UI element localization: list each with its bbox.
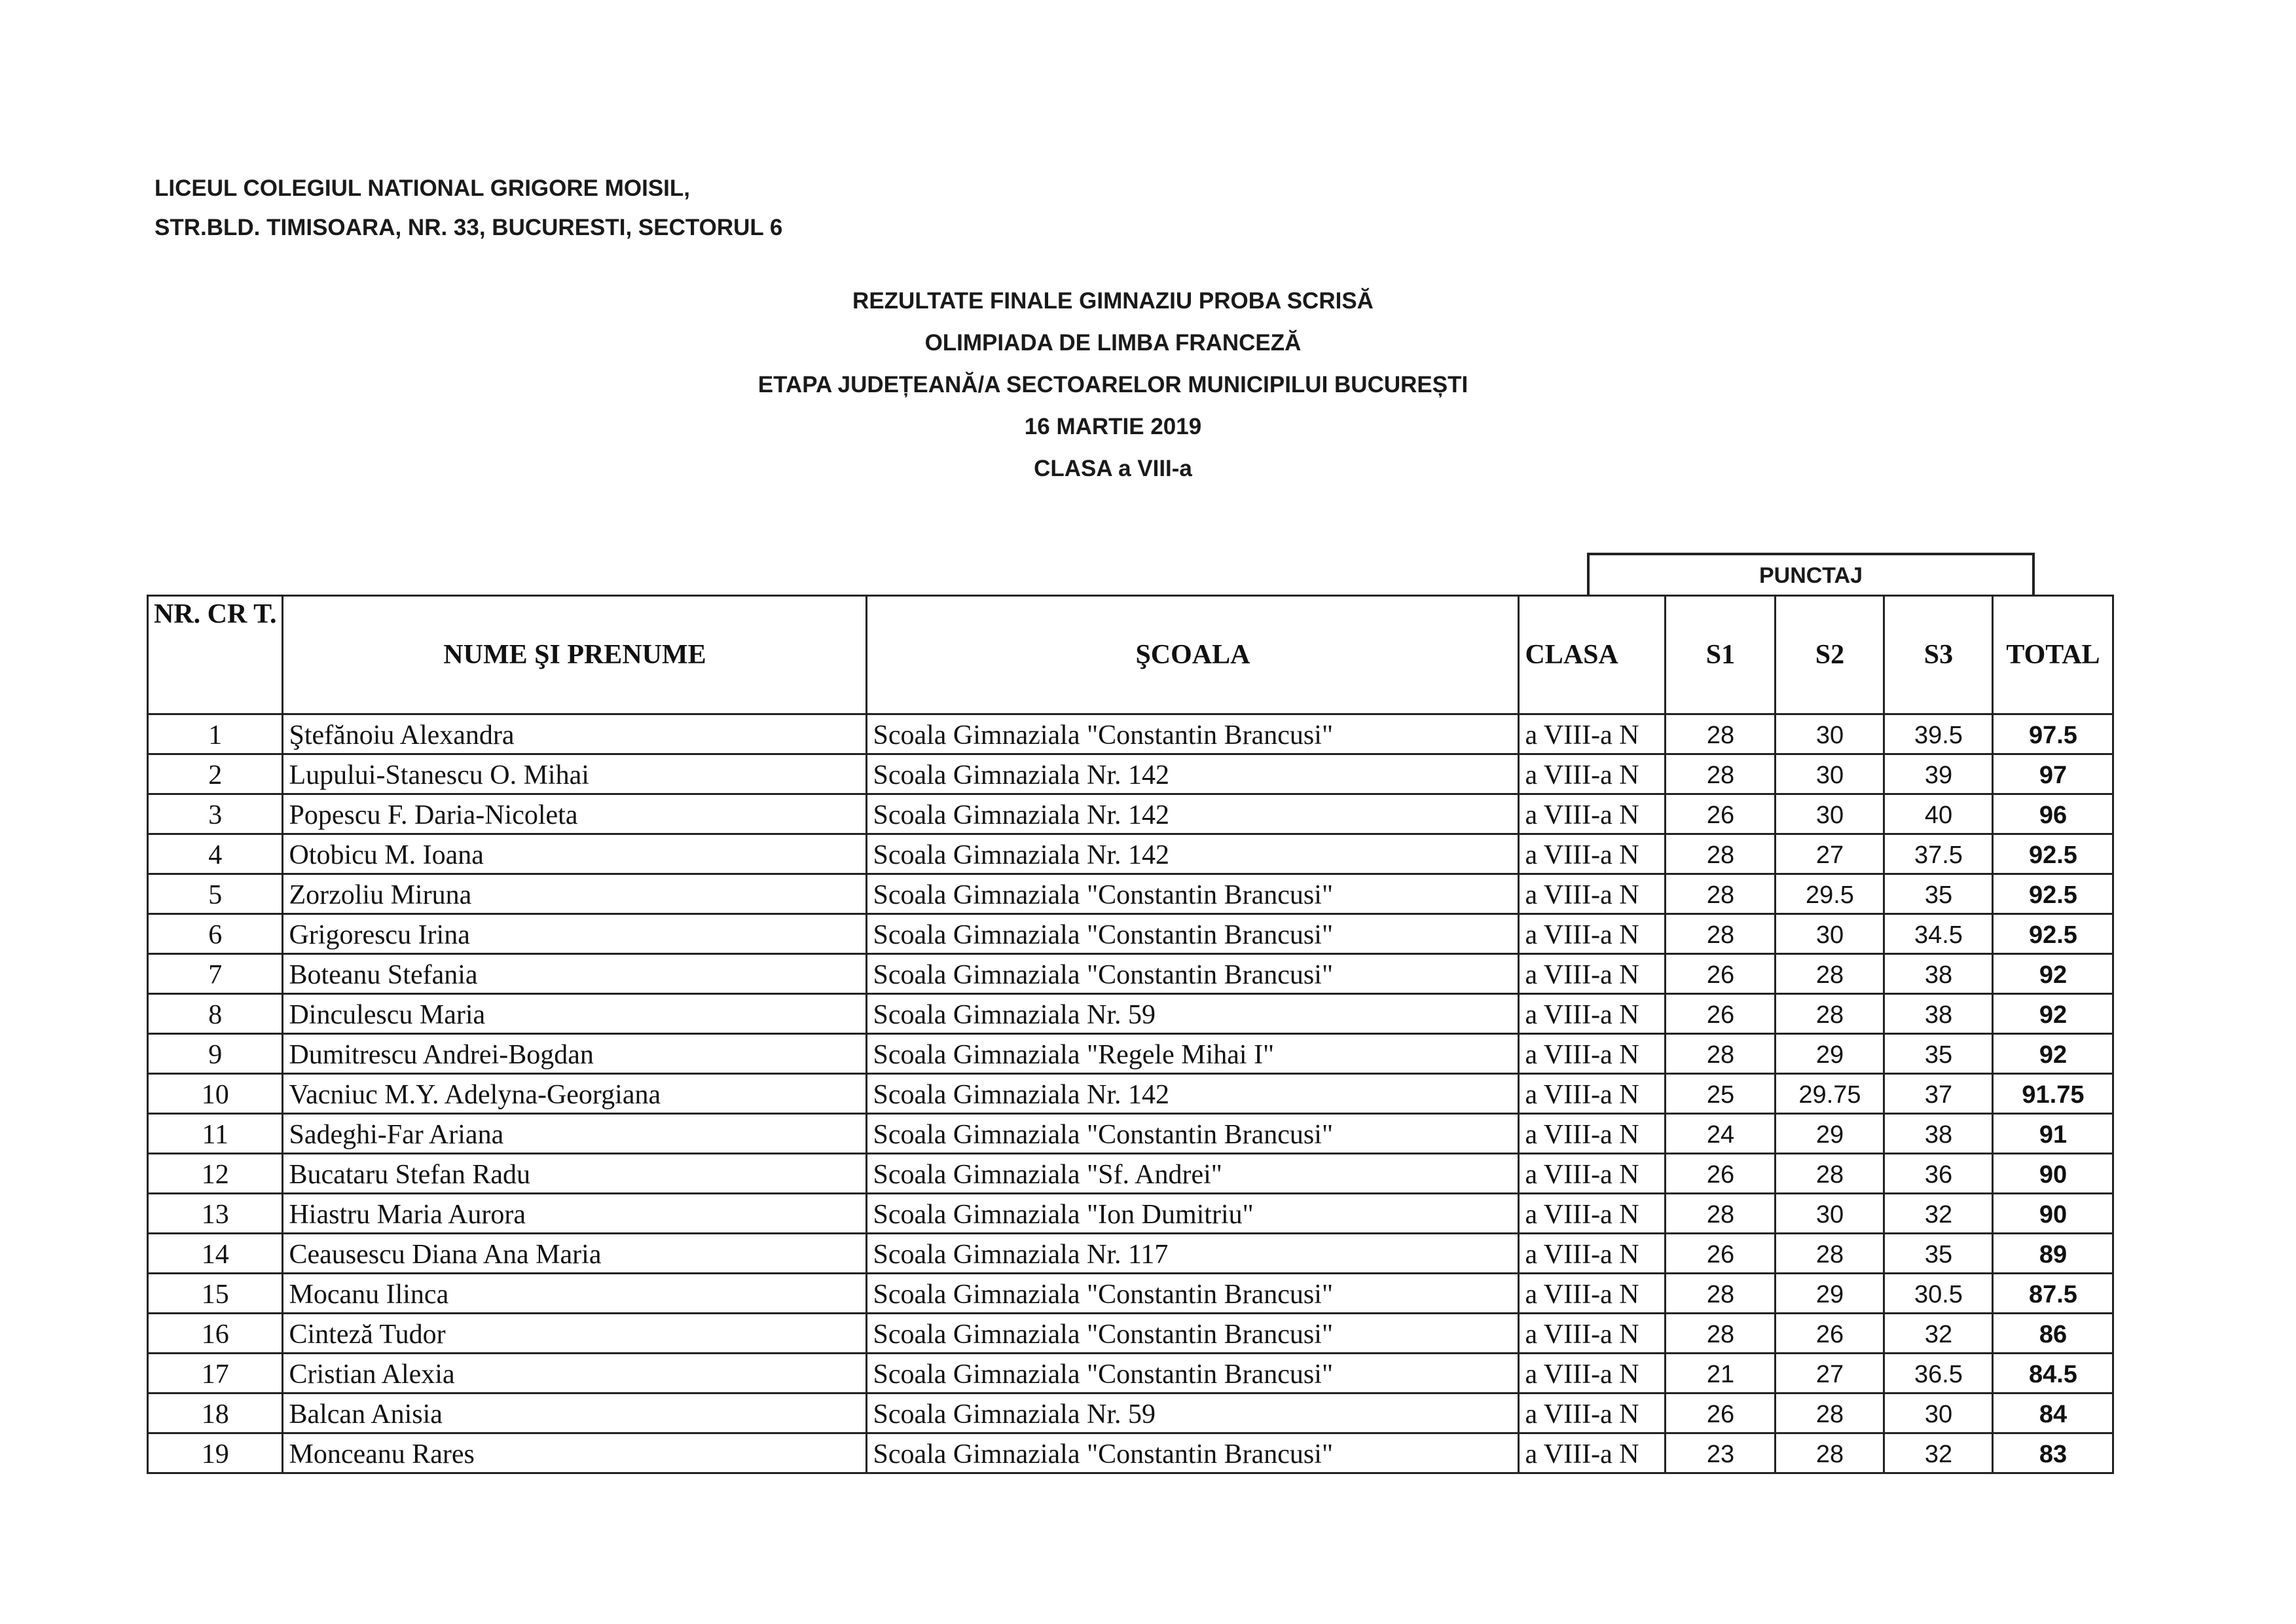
cell-nume: Boteanu Stefania	[283, 954, 867, 994]
cell-s3: 37	[1884, 1074, 1993, 1114]
cell-s2: 28	[1776, 1154, 1884, 1194]
cell-s1: 28	[1666, 714, 1776, 754]
cell-nr: 10	[148, 1074, 283, 1114]
cell-clasa: a VIII-a N	[1519, 1154, 1666, 1194]
cell-nr: 13	[148, 1194, 283, 1234]
cell-s3: 35	[1884, 1234, 1993, 1274]
cell-scoala: Scoala Gimnaziala "Constantin Brancusi"	[867, 714, 1519, 754]
table-row	[148, 874, 2113, 914]
cell-clasa: a VIII-a N	[1519, 1274, 1666, 1314]
cell-s1: 26	[1666, 1393, 1776, 1433]
cell-s2: 28	[1776, 1433, 1884, 1473]
col-header-scoala: ŞCOALA	[867, 596, 1519, 714]
cell-scoala: Scoala Gimnaziala "Constantin Brancusi"	[867, 874, 1519, 914]
cell-s2: 30	[1776, 754, 1884, 794]
cell-scoala: Scoala Gimnaziala "Ion Dumitriu"	[867, 1194, 1519, 1234]
cell-s2: 27	[1776, 1354, 1884, 1393]
cell-s2: 29.5	[1776, 874, 1884, 914]
cell-nr: 5	[148, 874, 283, 914]
title-line-2: OLIMPIADA DE LIMBA FRANCEZĂ	[924, 330, 1302, 356]
table-row	[148, 914, 2113, 954]
cell-nume: Ştefănoiu Alexandra	[283, 714, 867, 754]
cell-total: 92.5	[1993, 914, 2113, 954]
title-line-4: 16 MARTIE 2019	[1024, 414, 1202, 439]
cell-nume: Dinculescu Maria	[283, 994, 867, 1034]
cell-total: 83	[1993, 1433, 2113, 1473]
table-row	[148, 1234, 2113, 1274]
cell-total: 92	[1993, 954, 2113, 994]
cell-s1: 28	[1666, 1194, 1776, 1234]
col-header-nume: NUME ŞI PRENUME	[283, 596, 867, 714]
cell-clasa: a VIII-a N	[1519, 754, 1666, 794]
cell-total: 84.5	[1993, 1354, 2113, 1393]
cell-nume: Monceanu Rares	[283, 1433, 867, 1473]
cell-s2: 29	[1776, 1274, 1884, 1314]
cell-nr: 16	[148, 1314, 283, 1354]
table-row	[148, 714, 2113, 754]
cell-clasa: a VIII-a N	[1519, 1114, 1666, 1154]
cell-total: 90	[1993, 1194, 2113, 1234]
cell-nr: 6	[148, 914, 283, 954]
cell-s3: 35	[1884, 1034, 1993, 1074]
cell-s1: 28	[1666, 1034, 1776, 1074]
cell-s3: 38	[1884, 994, 1993, 1034]
cell-s1: 28	[1666, 1274, 1776, 1314]
cell-scoala: Scoala Gimnaziala "Constantin Brancusi"	[867, 1354, 1519, 1393]
cell-s1: 28	[1666, 874, 1776, 914]
results-table	[147, 595, 2114, 1474]
cell-s3: 39.5	[1884, 714, 1993, 754]
cell-nume: Cristian Alexia	[283, 1354, 867, 1393]
cell-total: 92.5	[1993, 834, 2113, 874]
table-row	[148, 994, 2113, 1034]
cell-total: 92	[1993, 994, 2113, 1034]
cell-clasa: a VIII-a N	[1519, 954, 1666, 994]
cell-total: 87.5	[1993, 1274, 2113, 1314]
col-header-clasa: CLASA	[1519, 596, 1666, 714]
cell-scoala: Scoala Gimnaziala "Constantin Brancusi"	[867, 1274, 1519, 1314]
cell-total: 97.5	[1993, 714, 2113, 754]
cell-s1: 28	[1666, 1314, 1776, 1354]
cell-scoala: Scoala Gimnaziala Nr. 142	[867, 754, 1519, 794]
cell-nume: Hiastru Maria Aurora	[283, 1194, 867, 1234]
institution-address: STR.BLD. TIMISOARA, NR. 33, BUCURESTI, SECTORUL 6	[155, 215, 783, 240]
cell-nr: 8	[148, 994, 283, 1034]
cell-clasa: a VIII-a N	[1519, 1074, 1666, 1114]
cell-s1: 26	[1666, 1234, 1776, 1274]
cell-nr: 12	[148, 1154, 283, 1194]
cell-s1: 26	[1666, 1154, 1776, 1194]
cell-scoala: Scoala Gimnaziala "Constantin Brancusi"	[867, 1314, 1519, 1354]
cell-nr: 4	[148, 834, 283, 874]
cell-s1: 28	[1666, 914, 1776, 954]
cell-scoala: Scoala Gimnaziala "Constantin Brancusi"	[867, 914, 1519, 954]
cell-s1: 26	[1666, 954, 1776, 994]
cell-nr: 11	[148, 1114, 283, 1154]
cell-nume: Zorzoliu Miruna	[283, 874, 867, 914]
cell-clasa: a VIII-a N	[1519, 834, 1666, 874]
table-row	[148, 1114, 2113, 1154]
table-row	[148, 1034, 2113, 1074]
cell-scoala: Scoala Gimnaziala Nr. 59	[867, 1393, 1519, 1433]
cell-scoala: Scoala Gimnaziala Nr. 142	[867, 794, 1519, 834]
cell-clasa: a VIII-a N	[1519, 1194, 1666, 1234]
cell-clasa: a VIII-a N	[1519, 1433, 1666, 1473]
cell-s2: 30	[1776, 1194, 1884, 1234]
cell-s3: 30	[1884, 1393, 1993, 1433]
cell-s2: 30	[1776, 794, 1884, 834]
cell-total: 91.75	[1993, 1074, 2113, 1114]
cell-nr: 3	[148, 794, 283, 834]
col-header-s3: S3	[1884, 596, 1993, 714]
cell-s1: 21	[1666, 1354, 1776, 1393]
cell-s1: 23	[1666, 1433, 1776, 1473]
cell-nume: Lupului-Stanescu O. Mihai	[283, 754, 867, 794]
cell-nume: Ceausescu Diana Ana Maria	[283, 1234, 867, 1274]
col-header-nr: NR. CR T.	[148, 596, 283, 714]
table-row	[148, 1393, 2113, 1433]
cell-nr: 2	[148, 754, 283, 794]
cell-clasa: a VIII-a N	[1519, 794, 1666, 834]
cell-scoala: Scoala Gimnaziala Nr. 59	[867, 994, 1519, 1034]
cell-s3: 32	[1884, 1314, 1993, 1354]
cell-s2: 28	[1776, 954, 1884, 994]
table-row	[148, 1074, 2113, 1114]
cell-clasa: a VIII-a N	[1519, 714, 1666, 754]
cell-nume: Balcan Anisia	[283, 1393, 867, 1433]
cell-scoala: Scoala Gimnaziala "Sf. Andrei"	[867, 1154, 1519, 1194]
cell-s2: 28	[1776, 994, 1884, 1034]
cell-total: 86	[1993, 1314, 2113, 1354]
table-row	[148, 754, 2113, 794]
cell-clasa: a VIII-a N	[1519, 994, 1666, 1034]
cell-clasa: a VIII-a N	[1519, 874, 1666, 914]
cell-scoala: Scoala Gimnaziala "Regele Mihai I"	[867, 1034, 1519, 1074]
table-row	[148, 794, 2113, 834]
cell-s1: 25	[1666, 1074, 1776, 1114]
cell-clasa: a VIII-a N	[1519, 914, 1666, 954]
cell-clasa: a VIII-a N	[1519, 1034, 1666, 1074]
cell-total: 91	[1993, 1114, 2113, 1154]
cell-s1: 26	[1666, 994, 1776, 1034]
cell-nume: Cinteză Tudor	[283, 1314, 867, 1354]
cell-nr: 14	[148, 1234, 283, 1274]
cell-s3: 32	[1884, 1433, 1993, 1473]
table-row	[148, 1194, 2113, 1234]
cell-total: 92	[1993, 1034, 2113, 1074]
cell-s3: 40	[1884, 794, 1993, 834]
col-header-s2: S2	[1776, 596, 1884, 714]
cell-s2: 30	[1776, 914, 1884, 954]
cell-s2: 29.75	[1776, 1074, 1884, 1114]
cell-nume: Grigorescu Irina	[283, 914, 867, 954]
cell-nr: 18	[148, 1393, 283, 1433]
cell-s2: 28	[1776, 1234, 1884, 1274]
cell-s3: 38	[1884, 1114, 1993, 1154]
cell-s3: 35	[1884, 874, 1993, 914]
cell-s1: 28	[1666, 754, 1776, 794]
cell-nr: 7	[148, 954, 283, 994]
cell-s3: 36	[1884, 1154, 1993, 1194]
table-row	[148, 954, 2113, 994]
cell-clasa: a VIII-a N	[1519, 1354, 1666, 1393]
table-header-row	[148, 596, 2113, 714]
cell-nume: Popescu F. Daria-Nicoleta	[283, 794, 867, 834]
cell-nume: Vacniuc M.Y. Adelyna-Georgiana	[283, 1074, 867, 1114]
table-row	[148, 1433, 2113, 1473]
cell-scoala: Scoala Gimnaziala Nr. 142	[867, 834, 1519, 874]
cell-s2: 28	[1776, 1393, 1884, 1433]
table-body	[148, 714, 2113, 1473]
cell-nr: 17	[148, 1354, 283, 1393]
punctaj-group-header: PUNCTAJ	[1587, 553, 2035, 596]
cell-nume: Bucataru Stefan Radu	[283, 1154, 867, 1194]
cell-total: 92.5	[1993, 874, 2113, 914]
cell-nume: Sadeghi-Far Ariana	[283, 1114, 867, 1154]
cell-total: 97	[1993, 754, 2113, 794]
cell-nume: Mocanu Ilinca	[283, 1274, 867, 1314]
cell-s2: 30	[1776, 714, 1884, 754]
cell-total: 90	[1993, 1154, 2113, 1194]
document-title	[655, 280, 1571, 490]
table-row	[148, 1154, 2113, 1194]
cell-nr: 19	[148, 1433, 283, 1473]
cell-s3: 32	[1884, 1194, 1993, 1234]
title-line-5: CLASA a VIII-a	[1034, 456, 1192, 481]
cell-s1: 28	[1666, 834, 1776, 874]
cell-s3: 37.5	[1884, 834, 1993, 874]
table-row	[148, 1354, 2113, 1393]
cell-nume: Otobicu M. Ioana	[283, 834, 867, 874]
cell-clasa: a VIII-a N	[1519, 1393, 1666, 1433]
cell-s2: 29	[1776, 1034, 1884, 1074]
cell-scoala: Scoala Gimnaziala Nr. 117	[867, 1234, 1519, 1274]
cell-s3: 34.5	[1884, 914, 1993, 954]
cell-nume: Dumitrescu Andrei-Bogdan	[283, 1034, 867, 1074]
cell-nr: 9	[148, 1034, 283, 1074]
cell-s2: 27	[1776, 834, 1884, 874]
institution-name: LICEUL COLEGIUL NATIONAL GRIGORE MOISIL,	[155, 175, 690, 201]
cell-s3: 30.5	[1884, 1274, 1993, 1314]
title-line-3: ETAPA JUDEȚEANĂ/A SECTOARELOR MUNICIPILUI BUCUREȘTI	[757, 372, 1468, 397]
cell-s2: 29	[1776, 1114, 1884, 1154]
cell-scoala: Scoala Gimnaziala Nr. 142	[867, 1074, 1519, 1114]
col-header-total: TOTAL	[1993, 596, 2113, 714]
cell-s1: 26	[1666, 794, 1776, 834]
cell-s3: 39	[1884, 754, 1993, 794]
cell-s3: 38	[1884, 954, 1993, 994]
institution-header	[155, 169, 782, 248]
cell-s1: 24	[1666, 1114, 1776, 1154]
cell-scoala: Scoala Gimnaziala "Constantin Brancusi"	[867, 954, 1519, 994]
cell-clasa: a VIII-a N	[1519, 1234, 1666, 1274]
cell-total: 84	[1993, 1393, 2113, 1433]
table-row	[148, 834, 2113, 874]
cell-total: 96	[1993, 794, 2113, 834]
cell-s3: 36.5	[1884, 1354, 1993, 1393]
cell-clasa: a VIII-a N	[1519, 1314, 1666, 1354]
cell-nr: 1	[148, 714, 283, 754]
table-row	[148, 1314, 2113, 1354]
cell-nr: 15	[148, 1274, 283, 1314]
title-line-1: REZULTATE FINALE GIMNAZIU PROBA SCRISĂ	[852, 288, 1374, 314]
cell-total: 89	[1993, 1234, 2113, 1274]
col-header-s1: S1	[1666, 596, 1776, 714]
cell-scoala: Scoala Gimnaziala "Constantin Brancusi"	[867, 1114, 1519, 1154]
cell-s2: 26	[1776, 1314, 1884, 1354]
table-row	[148, 1274, 2113, 1314]
cell-scoala: Scoala Gimnaziala "Constantin Brancusi"	[867, 1433, 1519, 1473]
